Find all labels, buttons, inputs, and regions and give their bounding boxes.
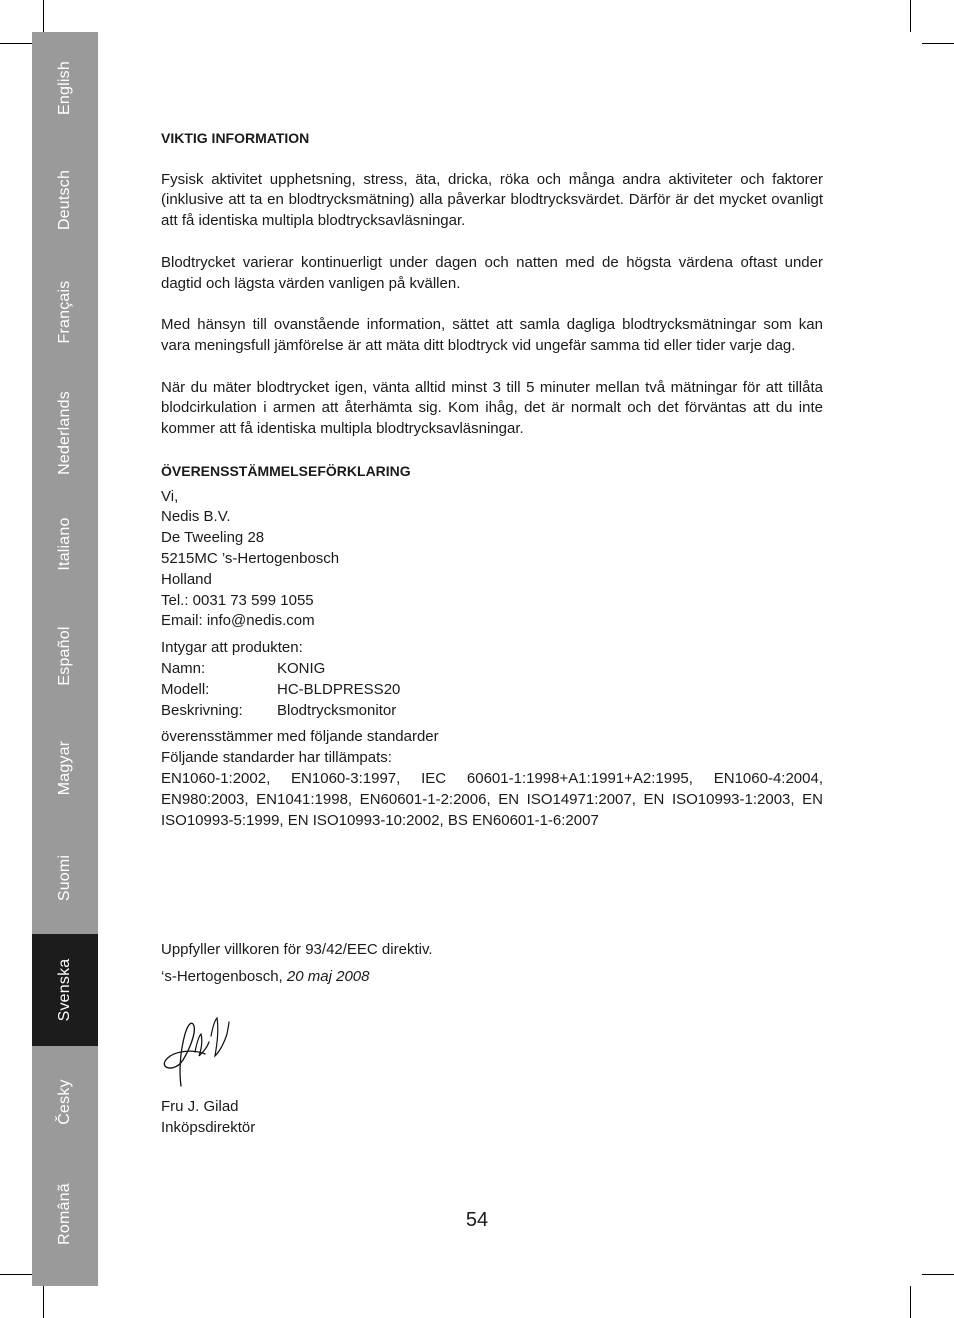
tab-english[interactable]: [32, 32, 98, 144]
tab-label: Românã: [56, 1183, 73, 1245]
crop-mark: [922, 43, 954, 44]
address-line: Email: info@nedis.com: [161, 612, 315, 630]
field-key: Modell:: [161, 680, 210, 698]
conformity-statement: överensstämmer med följande standarder: [161, 728, 439, 746]
signer-block: [161, 1097, 255, 1139]
field-key: Beskrivning:: [161, 701, 243, 719]
company-address: [161, 487, 823, 633]
signature-image: [161, 1012, 241, 1090]
tab-label: Deutsch: [56, 169, 73, 231]
paragraph: När du mäter blodtrycket igen, vänta alltid minst 3 till 5 minuter mellan två mätningar för att tillåta blodcirkulation i armen att återhämta sig. Kom ihåg, det är normalt och det förväntas att du inte kommer att få identiska multipla blodtrycksavläsningar.: [161, 378, 823, 438]
section-heading-declaration: ÖVERENSSTÄMMELSEFÖRKLARING: [161, 462, 411, 479]
tab-label: English: [56, 61, 73, 115]
tab-label: Français: [56, 280, 73, 344]
field-value: HC-BLDPRESS20: [277, 680, 401, 698]
tab-label: Magyar: [56, 740, 73, 796]
tab-svenska[interactable]: [32, 934, 98, 1046]
address-line: Nedis B.V.: [161, 508, 231, 526]
product-intro: Intygar att produkten:: [161, 639, 303, 657]
page-content: [161, 128, 823, 988]
address-line: Tel.: 0031 73 599 1055: [161, 591, 314, 609]
tab-label: Suomi: [56, 854, 73, 902]
tab-label: Svenska: [56, 958, 73, 1022]
directive-statement: Uppfyller villkoren för 93/42/EEC direktiv.: [161, 941, 433, 959]
crop-mark: [0, 1274, 32, 1275]
crop-mark: [0, 43, 32, 44]
field-row: [161, 680, 823, 701]
field-row: [161, 659, 823, 680]
paragraph: Fysisk aktivitet upphetsning, stress, äta, dricka, röka och många andra aktiviteter och faktorer (inklusive att ta en blodtrycksmätning) alla påverkar blodtrycksvärdet. Därför är det mycket ovanligt att få identiska multipla blodtrycksavläsningar.: [161, 170, 823, 230]
tab-cesky[interactable]: [32, 1046, 98, 1158]
date: 20 maj 2008: [286, 968, 370, 986]
language-sidebar: [32, 32, 98, 1286]
crop-mark: [43, 1286, 44, 1318]
crop-mark: [922, 1274, 954, 1275]
standards-list: EN980:2003, EN1041:1998, EN60601-1-2:2006, EN ISO14971:2007, EN ISO10993-1:2003, EN: [161, 790, 823, 808]
place-date: [161, 967, 823, 988]
paragraph: Med hänsyn till ovanstående information, sättet att samla dagliga blodtrycksmätningar som kan vara meningsfull jämförelse är att mäta ditt blodtryck vid ungefär samma tid eller tider varje dag.: [161, 316, 823, 354]
tab-deutsch[interactable]: [32, 144, 98, 256]
page-number: 54: [465, 1209, 489, 1231]
tab-italiano[interactable]: [32, 488, 98, 600]
crop-mark: [43, 0, 44, 32]
tab-suomi[interactable]: [32, 822, 98, 934]
standards-intro: Följande standarder har tillämpats:: [161, 749, 392, 767]
place: ‘s-Hertogenbosch,: [161, 968, 287, 986]
tab-nederlands[interactable]: [32, 377, 98, 489]
address-line: Holland: [161, 570, 212, 588]
signer-name: Fru J. Gilad: [161, 1098, 239, 1115]
address-line: 5215MC ’s-Hertogenbosch: [161, 549, 340, 567]
tab-label: Česky: [56, 1079, 73, 1125]
field-row: [161, 701, 823, 722]
tab-label: Italiano: [56, 517, 73, 571]
tab-label: Español: [56, 626, 73, 686]
paragraph: Blodtrycket varierar kontinuerligt under dagen och natten med de högsta värdena oftast under dagtid och lägsta värden vanligen på kvällen.: [161, 253, 823, 292]
address-line: Vi,: [161, 487, 179, 505]
tab-magyar[interactable]: [32, 712, 98, 824]
tab-francais[interactable]: [32, 256, 98, 368]
standards-list: ISO10993-5:1999, EN ISO10993-10:2002, BS EN60601-1-6:2007: [161, 811, 599, 829]
field-key: Namn:: [161, 659, 206, 677]
section-heading-info: VIKTIG INFORMATION: [161, 130, 310, 146]
signer-title: Inköpsdirektör: [161, 1118, 256, 1136]
address-line: De Tweeling 28: [161, 529, 265, 547]
tab-label: Nederlands: [56, 391, 73, 475]
crop-mark: [910, 0, 911, 32]
tab-espanol[interactable]: [32, 600, 98, 712]
field-value: KONIG: [277, 659, 326, 677]
crop-mark: [910, 1286, 911, 1318]
field-value: Blodtrycksmonitor: [277, 701, 397, 719]
standards-list: EN1060-1:2002, EN1060-3:1997, IEC 60601-1:1998+A1:1991+A2:1995, EN1060-4:2004,: [161, 769, 823, 787]
